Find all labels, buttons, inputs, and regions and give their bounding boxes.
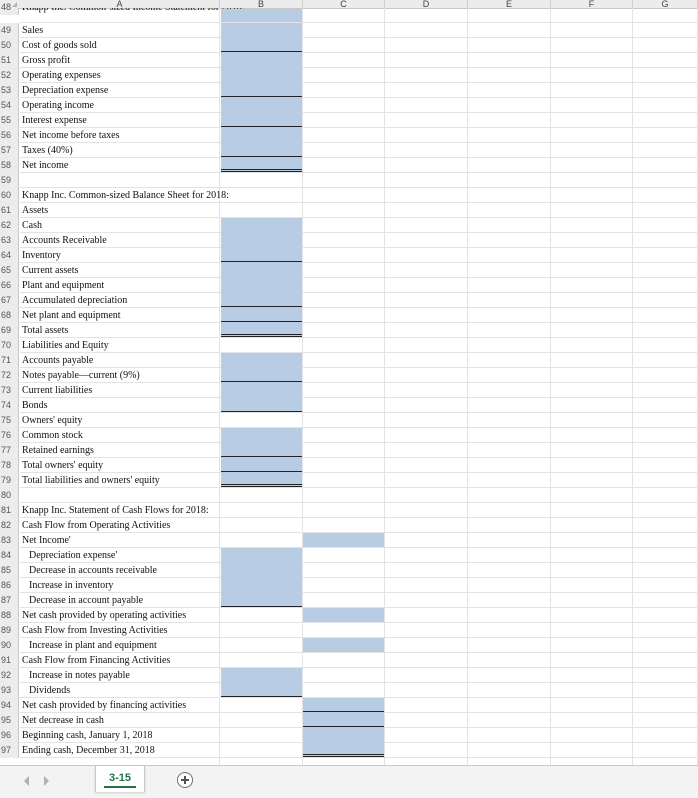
- single-underline: [221, 456, 302, 457]
- gridline: [20, 337, 698, 338]
- cell-a86[interactable]: Increase in inventory: [29, 580, 114, 591]
- cell-a95[interactable]: Net decrease in cash: [22, 715, 104, 726]
- cell-a57[interactable]: Taxes (40%): [22, 145, 73, 156]
- cell-a91[interactable]: Cash Flow from Financing Activities: [22, 655, 171, 666]
- row-header-61[interactable]: 61: [0, 203, 19, 218]
- row-header-71[interactable]: 71: [0, 353, 19, 368]
- gridline: [20, 277, 698, 278]
- row-header-70[interactable]: 70: [0, 338, 19, 353]
- cell-a77[interactable]: Retained earnings: [22, 445, 94, 456]
- row-header-89[interactable]: 89: [0, 623, 19, 638]
- gridline: [20, 322, 698, 323]
- cell-a82[interactable]: Cash Flow from Operating Activities: [22, 520, 171, 531]
- double-underline: [221, 484, 302, 485]
- gridline: [20, 547, 698, 548]
- column-header-e[interactable]: E: [468, 0, 551, 8]
- row-header-69[interactable]: 69: [0, 323, 19, 338]
- row-header-82[interactable]: 82: [0, 518, 19, 533]
- row-header-96[interactable]: 96: [0, 728, 19, 743]
- single-underline: [221, 261, 302, 262]
- column-header-a[interactable]: A: [20, 0, 220, 8]
- cell-a92[interactable]: Increase in notes payable: [29, 670, 130, 681]
- row-header-60[interactable]: 60: [0, 188, 19, 203]
- double-underline: [221, 169, 302, 170]
- cell-a50[interactable]: Cost of goods sold: [22, 40, 97, 51]
- row-header-49[interactable]: 49: [0, 23, 19, 38]
- row-header-48[interactable]: 48: [0, 8, 19, 15]
- row-header-65[interactable]: 65: [0, 263, 19, 278]
- row-header-62[interactable]: 62: [0, 218, 19, 233]
- double-underline: [303, 756, 384, 757]
- row-header-64[interactable]: 64: [0, 248, 19, 263]
- gridline: [20, 157, 698, 158]
- cell-a83[interactable]: Net Income': [22, 535, 71, 546]
- row-header-81[interactable]: 81: [0, 503, 19, 518]
- row-header-78[interactable]: 78: [0, 458, 19, 473]
- row-header-93[interactable]: 93: [0, 683, 19, 698]
- row-header-56[interactable]: 56: [0, 128, 19, 143]
- double-underline: [221, 171, 302, 172]
- gridline: [20, 412, 698, 413]
- single-underline: [221, 96, 302, 97]
- row-header-72[interactable]: 72: [0, 368, 19, 383]
- row-header-74[interactable]: 74: [0, 398, 19, 413]
- cell-a62[interactable]: Cash: [22, 220, 42, 231]
- row-header-57[interactable]: 57: [0, 143, 19, 158]
- cash-flow-net-income-input[interactable]: [303, 533, 384, 547]
- cell-a69[interactable]: Total assets: [22, 325, 69, 336]
- row-header-50[interactable]: 50: [0, 38, 19, 53]
- balance-sheet-equity-input[interactable]: [221, 428, 302, 487]
- cell-a76[interactable]: Common stock: [22, 430, 83, 441]
- single-underline: [221, 411, 302, 412]
- single-underline: [221, 321, 302, 322]
- gridline: [20, 37, 698, 38]
- income-statement-input[interactable]: [221, 23, 302, 172]
- row-header-79[interactable]: 79: [0, 473, 19, 488]
- cell-a64[interactable]: Inventory: [22, 250, 61, 261]
- row-header-83[interactable]: 83: [0, 533, 19, 548]
- row-header-94[interactable]: 94: [0, 698, 19, 713]
- single-underline: [303, 726, 384, 727]
- single-underline: [221, 471, 302, 472]
- cell-a94[interactable]: Net cash provided by financing activities: [22, 700, 187, 711]
- single-underline: [221, 156, 302, 157]
- cell-a65[interactable]: Current assets: [22, 265, 79, 276]
- row-header-59[interactable]: 59: [0, 173, 19, 188]
- cell-a63[interactable]: Accounts Receivable: [22, 235, 107, 246]
- row-header-87[interactable]: 87: [0, 593, 19, 608]
- cell-a73[interactable]: Current liabilities: [22, 385, 93, 396]
- add-sheet-icon[interactable]: [177, 772, 193, 788]
- gridline: [20, 217, 698, 218]
- cash-flow-financing-items-input[interactable]: [221, 668, 302, 697]
- sheet-tab-3-15[interactable]: [95, 766, 145, 792]
- cash-flow-operating-total-input[interactable]: [303, 608, 384, 622]
- gridline: [20, 82, 698, 83]
- single-underline: [221, 696, 302, 697]
- gridline: [20, 262, 698, 263]
- gridline: [20, 427, 698, 428]
- sheet-tab-bar: [0, 765, 698, 798]
- single-underline: [221, 381, 302, 382]
- single-underline: [221, 51, 302, 52]
- cell-a97[interactable]: Ending cash, December 31, 2018: [22, 745, 155, 756]
- cell-a68[interactable]: Net plant and equipment: [22, 310, 121, 321]
- cell-a55[interactable]: Interest expense: [22, 115, 87, 126]
- balance-sheet-assets-input[interactable]: [221, 218, 302, 337]
- column-header-d[interactable]: D: [385, 0, 468, 8]
- cell-a84[interactable]: Depreciation expense': [29, 550, 118, 561]
- cell-a67[interactable]: Accumulated depreciation: [22, 295, 128, 306]
- cell-a70[interactable]: Liabilities and Equity: [22, 340, 109, 351]
- row-header-90[interactable]: 90: [0, 638, 19, 653]
- cell-a85[interactable]: Decrease in accounts receivable: [29, 565, 157, 576]
- gridline: [20, 247, 698, 248]
- prev-sheet-icon[interactable]: [24, 776, 29, 786]
- cell-a53[interactable]: Depreciation expense: [22, 85, 109, 96]
- row-header-85[interactable]: 85: [0, 563, 19, 578]
- gridline: [20, 127, 698, 128]
- cell-a58[interactable]: Net income: [22, 160, 69, 171]
- cell-a93[interactable]: Dividends: [29, 685, 71, 696]
- balance-sheet-liabilities-input[interactable]: [221, 353, 302, 412]
- row-header-68[interactable]: 68: [0, 308, 19, 323]
- double-underline: [221, 336, 302, 337]
- cell-a74[interactable]: Bonds: [22, 400, 48, 411]
- row-header-88[interactable]: 88: [0, 608, 19, 623]
- gridline: [20, 457, 698, 458]
- single-underline: [221, 126, 302, 127]
- cell-a79[interactable]: Total liabilities and owners' equity: [22, 475, 160, 486]
- gridline: [20, 172, 698, 173]
- column-header-f[interactable]: F: [551, 0, 633, 8]
- row-header-75[interactable]: 75: [0, 413, 19, 428]
- cell-a78[interactable]: Total owners' equity: [22, 460, 104, 471]
- row-header-97[interactable]: 97: [0, 743, 19, 758]
- row-header-58[interactable]: 58: [0, 158, 19, 173]
- gridline: [20, 67, 698, 68]
- double-underline: [221, 486, 302, 487]
- gridline: [20, 52, 698, 53]
- cell-a51[interactable]: Gross profit: [22, 55, 71, 66]
- single-underline: [221, 606, 302, 607]
- column-header-c[interactable]: C: [303, 0, 385, 8]
- cell-a88[interactable]: Net cash provided by operating activities: [22, 610, 187, 621]
- gridline: [20, 232, 698, 233]
- cell-a52[interactable]: Operating expenses: [22, 70, 101, 81]
- row-header-86[interactable]: 86: [0, 578, 19, 593]
- next-sheet-icon[interactable]: [44, 776, 49, 786]
- row-header-53[interactable]: 53: [0, 83, 19, 98]
- row-header-84[interactable]: 84: [0, 548, 19, 563]
- cell-a72[interactable]: Notes payable—current (9%): [22, 370, 140, 381]
- gridline: [20, 397, 698, 398]
- row-header-76[interactable]: 76: [0, 428, 19, 443]
- row-header-91[interactable]: 91: [0, 653, 19, 668]
- cell-a81[interactable]: Knapp Inc. Statement of Cash Flows for 2018:: [22, 505, 209, 516]
- cell-a75[interactable]: Owners' equity: [22, 415, 83, 426]
- cell-a71[interactable]: Accounts payable: [22, 355, 94, 366]
- gridline: [20, 442, 698, 443]
- row-header-73[interactable]: 73: [0, 383, 19, 398]
- row-header-95[interactable]: 95: [0, 713, 19, 728]
- gridline: [20, 22, 698, 23]
- row-header-54[interactable]: 54: [0, 98, 19, 113]
- cell-a90[interactable]: Increase in plant and equipment: [29, 640, 157, 651]
- cash-flow-operating-adjustments-input[interactable]: [221, 548, 302, 607]
- cell-a54[interactable]: Operating income: [22, 100, 94, 111]
- income-statement-input[interactable]: [221, 9, 302, 22]
- double-underline: [303, 754, 384, 755]
- row-header-67[interactable]: 67: [0, 293, 19, 308]
- row-header-92[interactable]: 92: [0, 668, 19, 683]
- row-header-55[interactable]: 55: [0, 113, 19, 128]
- double-underline: [221, 334, 302, 335]
- column-header-g[interactable]: G: [633, 0, 698, 8]
- row-header-77[interactable]: 77: [0, 443, 19, 458]
- row-header-51[interactable]: 51: [0, 53, 19, 68]
- sheet-tab-label: 3-15: [108, 772, 132, 784]
- cell-a60[interactable]: Knapp Inc. Common-sized Balance Sheet for 2018:: [22, 190, 229, 201]
- row-header-66[interactable]: 66: [0, 278, 19, 293]
- cell-a49[interactable]: Sales: [22, 25, 44, 36]
- gridline: [20, 352, 698, 353]
- single-underline: [221, 306, 302, 307]
- gridline: [20, 142, 698, 143]
- row-header-63[interactable]: 63: [0, 233, 19, 248]
- cell-a96[interactable]: Beginning cash, January 1, 2018: [22, 730, 153, 741]
- cell-a61[interactable]: Assets: [22, 205, 49, 216]
- cell-a56[interactable]: Net income before taxes: [22, 130, 120, 141]
- single-underline: [303, 711, 384, 712]
- cell-a66[interactable]: Plant and equipment: [22, 280, 105, 291]
- gridline: [20, 112, 698, 113]
- cash-flow-summary-input[interactable]: [303, 698, 384, 757]
- row-header-80[interactable]: 80: [0, 488, 19, 503]
- cell-a89[interactable]: Cash Flow from Investing Activities: [22, 625, 168, 636]
- gridline: [20, 97, 698, 98]
- cell-a87[interactable]: Decrease in account payable: [29, 595, 144, 606]
- column-header-b[interactable]: B: [220, 0, 303, 8]
- row-header-52[interactable]: 52: [0, 68, 19, 83]
- cash-flow-investing-input[interactable]: [303, 638, 384, 652]
